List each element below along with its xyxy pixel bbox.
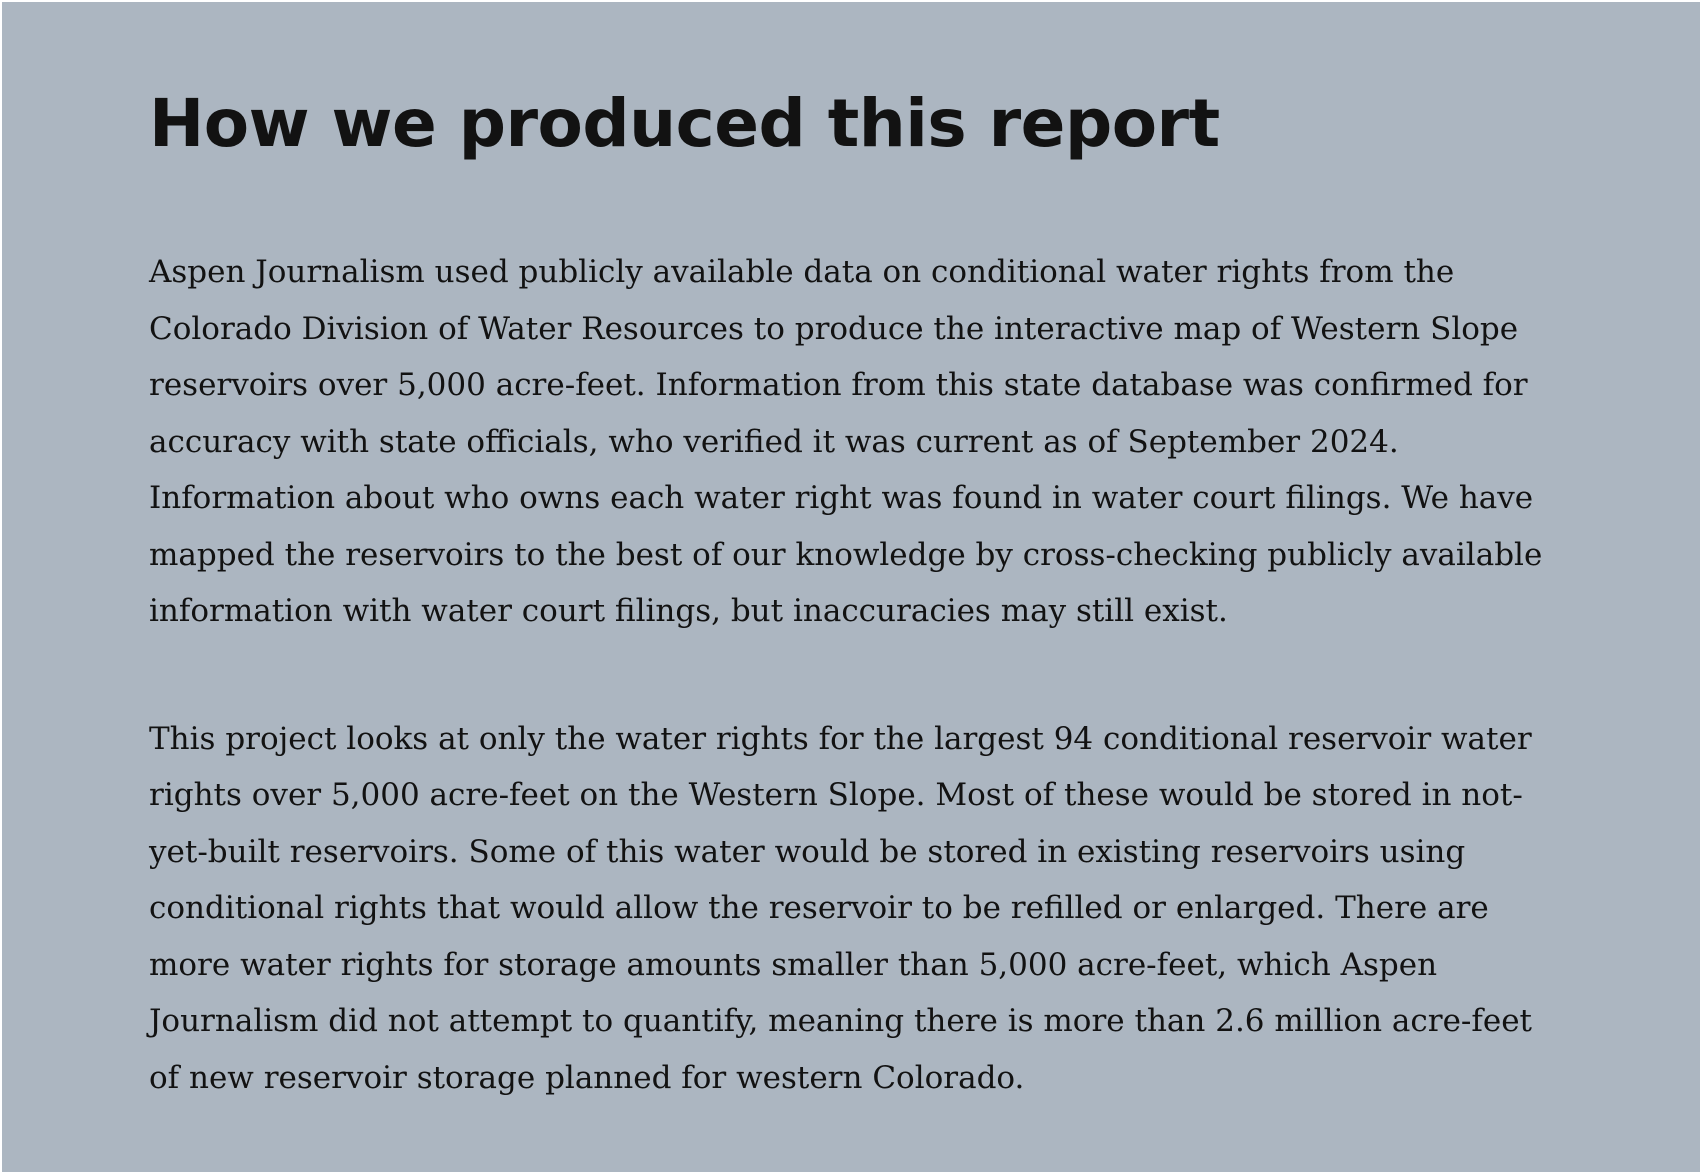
- methodology-paragraph-2: This project looks at only the water rights for the largest 94 conditional reservoir water rights over 5,000 acre-feet on the Western Slope. Most of these would be stored in not-yet-built reservoirs. Some of this water would be stored in existing reservoirs using conditional rights that would allow the reservoir to be refilled or enlarged. There are more water rights for storage amounts smaller than 5,000 acre-feet, which Aspen Journalism did not attempt to quantify, meaning there is more than 2.6 million acre-feet of new reservoir storage planned for western Colorado.: [149, 720, 1533, 1096]
- methodology-content: [149, 84, 1569, 1106]
- page-title: How we produced this report: [149, 85, 1220, 162]
- methodology-paragraph-1: Aspen Journalism used publicly available data on conditional water rights from the Colorado Division of Water Resources to produce the interactive map of Western Slope reservoirs over 5,000 acre-feet. Information from this state database was confirmed for accuracy with state officials, who verified it was current as of September 2024. Information about who owns each water right was found in water court filings. We have mapped the reservoirs to the best of our knowledge by cross-checking publicly available information with water court filings, but inaccuracies may still exist.: [149, 254, 1543, 629]
- methodology-panel: [2, 2, 1700, 1172]
